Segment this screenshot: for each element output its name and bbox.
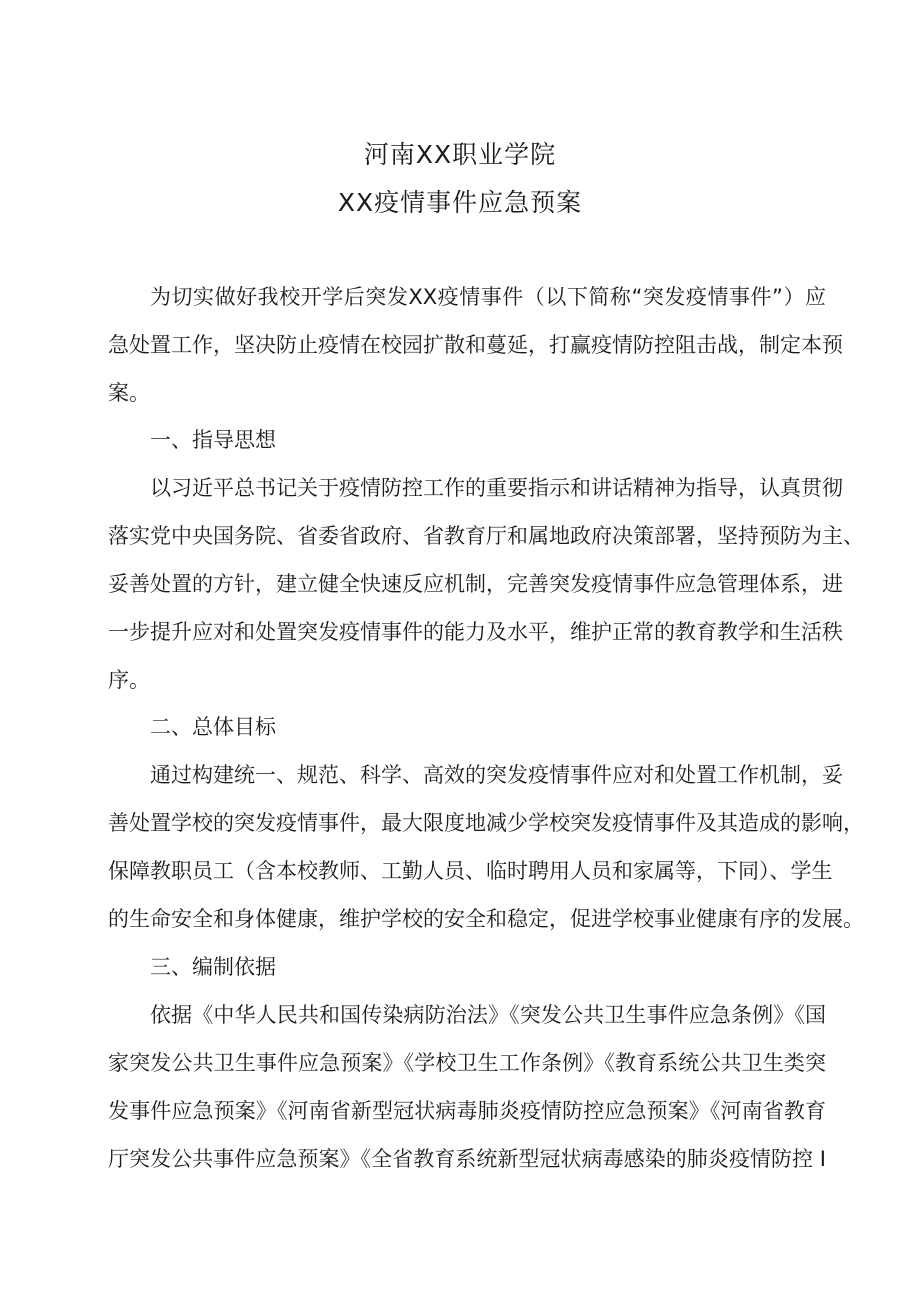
section-line: 以习近平总书记关于疫情防控工作的重要指示和讲话精神为指导，认真贯彻 <box>150 476 843 500</box>
document-title-plan: XX疫情事件应急预案 <box>337 188 583 217</box>
section-heading-basis: 三、编制依据 <box>150 955 276 979</box>
document-title-institution: 河南XX职业学院 <box>363 140 557 169</box>
section-line: 一步提升应对和处置突发疫情事件的能力及水平，维护正常的教育教学和生活秩 <box>108 620 843 644</box>
section-line: 妥善处置的方针，建立健全快速反应机制，完善突发疫情事件应急管理体系，进 <box>108 572 843 596</box>
section-line: 通过构建统一、规范、科学、高效的突发疫情事件应对和处置工作机制，妥 <box>150 763 843 787</box>
section-line: 序。 <box>108 668 150 692</box>
section-heading-overall-goal: 二、总体目标 <box>150 715 276 739</box>
section-line: 家突发公共卫生事件应急预案》《学校卫生工作条例》《教育系统公共卫生类突 <box>108 1051 826 1075</box>
section-line: 的生命安全和身体健康，维护学校的安全和稳定，促进学校事业健康有序的发展。 <box>108 907 864 931</box>
intro-line: 案。 <box>108 381 150 405</box>
section-line: 依据《中华人民共和国传染病防治法》《突发公共卫生事件应急条例》《国 <box>150 1003 826 1027</box>
section-line: 保障教职员工（含本校教师、工勤人员、临时聘用人员和家属等，下同）、学生 <box>108 859 833 883</box>
intro-line: 急处置工作，坚决防止疫情在校园扩散和蔓延，打赢疫情防控阻击战，制定本预 <box>108 333 843 357</box>
section-line: 善处置学校的突发疫情事件，最大限度地减少学校突发疫情事件及其造成的影响， <box>108 811 864 835</box>
section-line: 发事件应急预案》《河南省新型冠状病毒肺炎疫情防控应急预案》《河南省教育 <box>108 1099 826 1123</box>
intro-line: 为切实做好我校开学后突发XX疫情事件（以下简称“突发疫情事件”）应 <box>150 285 826 309</box>
section-heading-guiding-ideology: 一、指导思想 <box>150 428 276 452</box>
section-line: 落实党中央国务院、省委省政府、省教育厅和属地政府决策部署，坚持预防为主、 <box>108 524 864 548</box>
section-line: 厅突发公共事件应急预案》《全省教育系统新型冠状病毒感染的肺炎疫情防控 I <box>108 1147 826 1171</box>
